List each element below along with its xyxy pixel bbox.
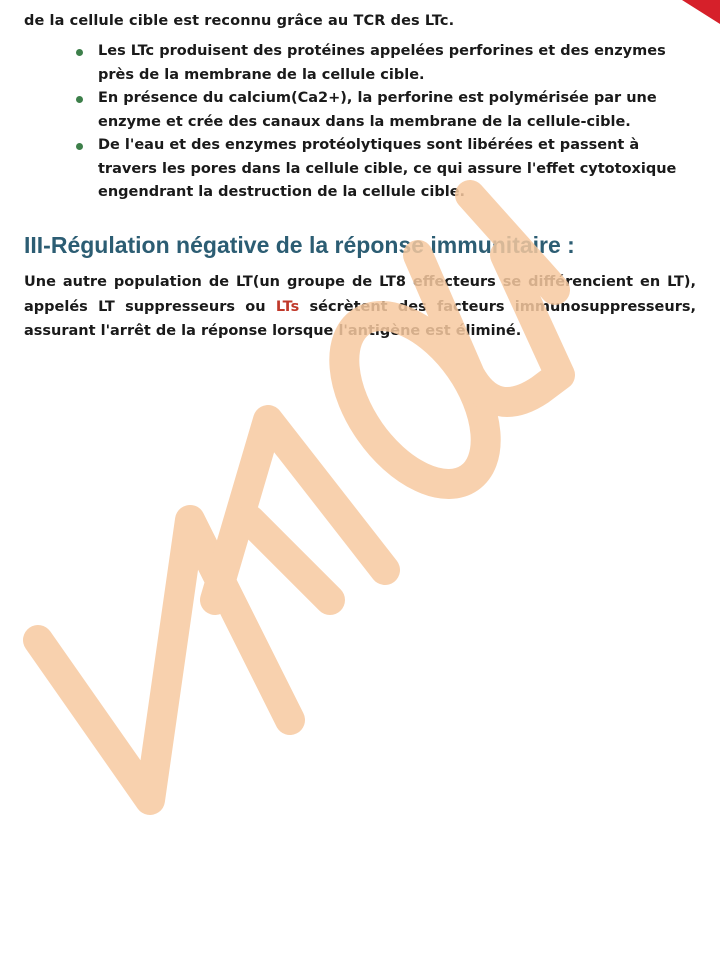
bullet-text: Les LTc produisent des protéines appelées perforines et des enzymes près de la membrane de la cellule cible. bbox=[98, 43, 666, 83]
intro-line: de la cellule cible est reconnu grâce au TCR des LTc. bbox=[24, 13, 455, 29]
paragraph-text-end: sécrètent des facteurs immunosuppresseurs, assurant l'arrêt de la réponse lorsque l'antigène est éliminé. bbox=[24, 298, 696, 339]
section-title: III-Régulation négative de la réponse immunitaire : bbox=[24, 232, 575, 258]
highlight-term: LTs bbox=[275, 298, 300, 315]
bullet-item bbox=[76, 87, 696, 134]
bullet-item bbox=[76, 134, 696, 205]
bullet-text: En présence du calcium(Ca2+), la perforine est polymérisée par une enzyme et crée des canaux dans la membrane de la cellule-cible. bbox=[98, 90, 657, 130]
paragraph-text-start: Une autre population de LT(un groupe de LT8 effecteurs se différencient en LT), appelés LT suppresseurs ou bbox=[24, 274, 696, 315]
bullet-dot-icon bbox=[76, 96, 83, 103]
corner-accent bbox=[660, 0, 720, 24]
bullet-list bbox=[76, 40, 696, 205]
bullet-text: De l'eau et des enzymes protéolytiques sont libérées et passent à travers les pores dans la cellule cible, ce qui assure l'effet cytotoxique engendrant la destruction de la cellule cible. bbox=[98, 137, 677, 200]
section-paragraph bbox=[24, 270, 696, 344]
bullet-dot-icon bbox=[76, 49, 83, 56]
bullet-item bbox=[76, 40, 696, 87]
bullet-dot-icon bbox=[76, 143, 83, 150]
